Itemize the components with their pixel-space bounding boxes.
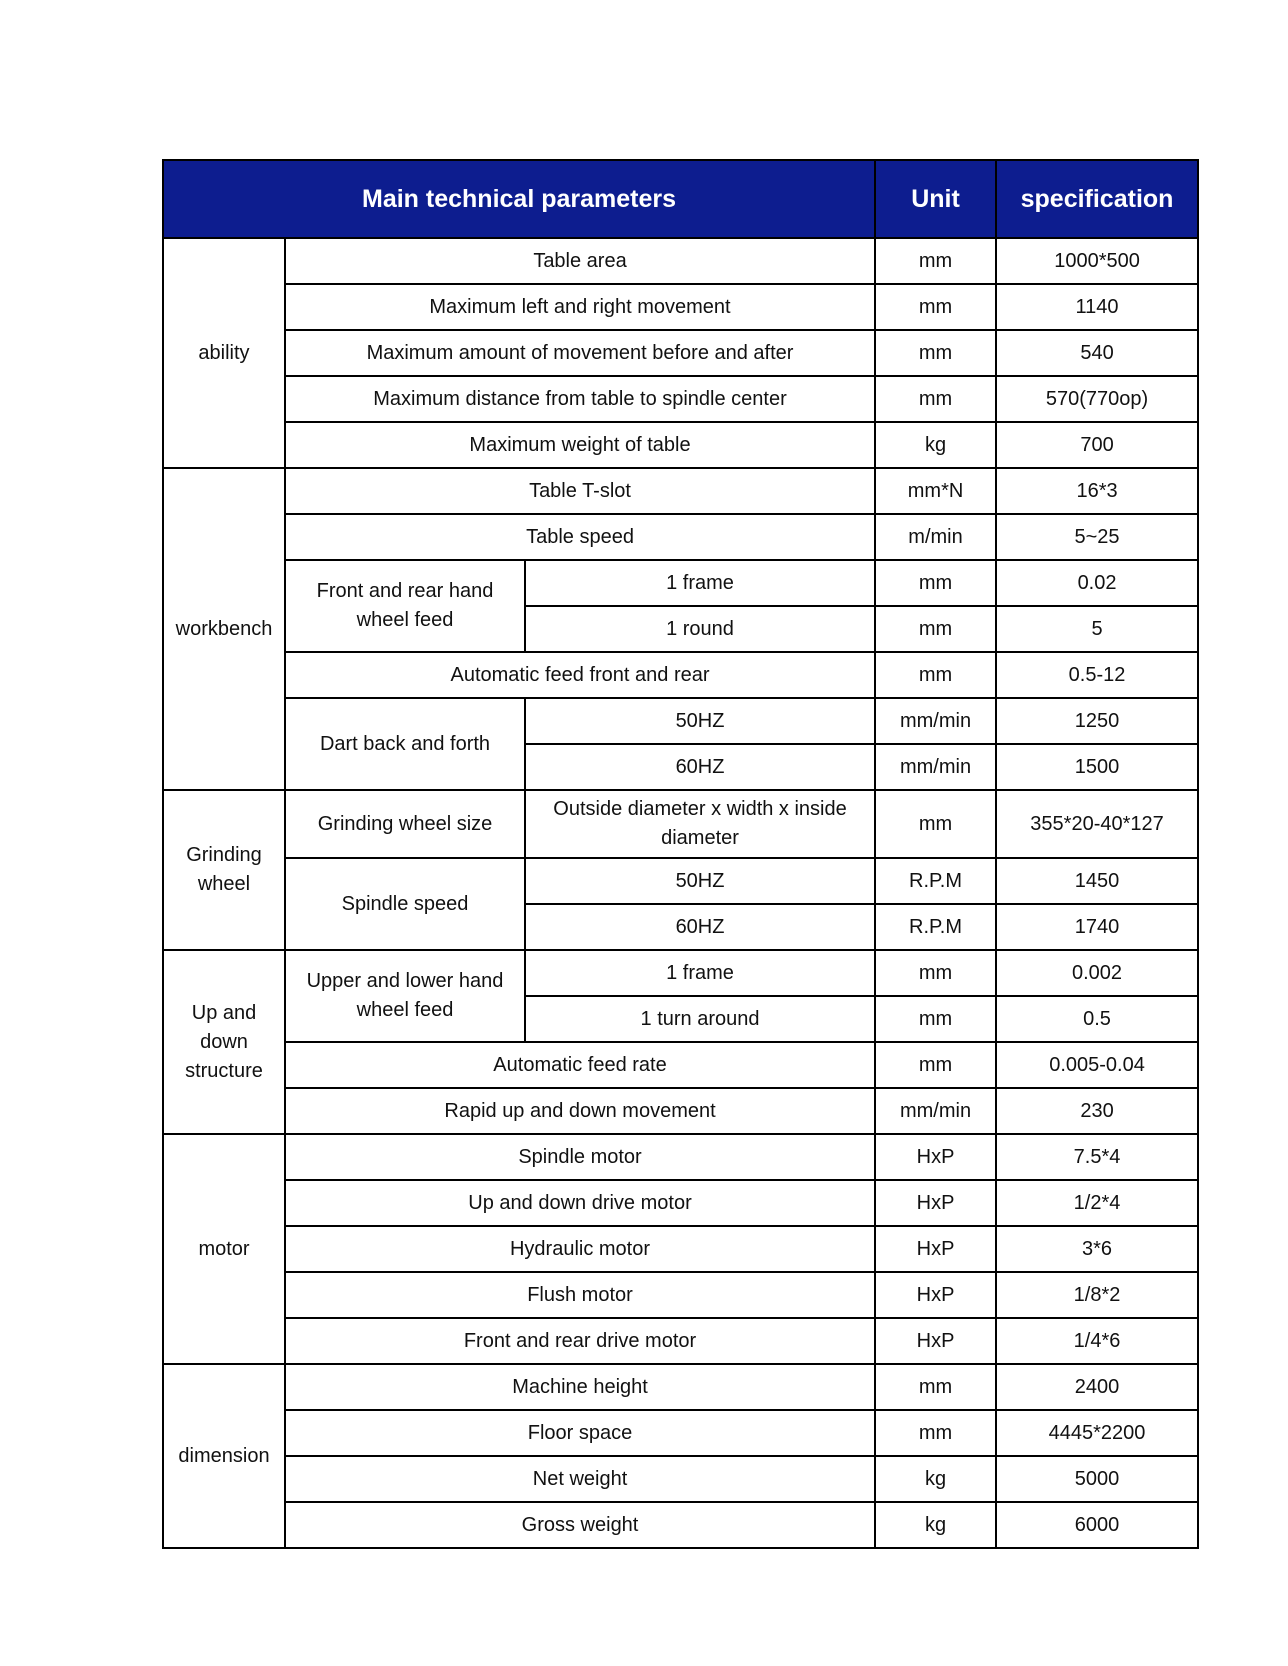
param-cell: Table area — [285, 238, 875, 284]
header-row — [163, 160, 1198, 238]
unit-cell: kg — [875, 422, 996, 468]
spec-cell: 0.5 — [996, 996, 1198, 1042]
unit-cell: mm — [875, 950, 996, 996]
unit-cell: mm — [875, 996, 996, 1042]
param-cell: Floor space — [285, 1410, 875, 1456]
header-parameters: Main technical parameters — [163, 160, 875, 238]
spec-cell: 355*20-40*127 — [996, 790, 1198, 858]
group-grinding-wheel: Grinding wheel — [163, 790, 285, 950]
sub-param-cell: Outside diameter x width x inside diameter — [525, 790, 875, 858]
sub-param-cell: 1 frame — [525, 560, 875, 606]
unit-cell: HxP — [875, 1272, 996, 1318]
spec-cell: 5000 — [996, 1456, 1198, 1502]
unit-cell: mm/min — [875, 744, 996, 790]
param-cell: Maximum distance from table to spindle center — [285, 376, 875, 422]
table-row — [163, 652, 1198, 698]
table-row — [163, 1318, 1198, 1364]
unit-cell: mm — [875, 1410, 996, 1456]
unit-cell: mm — [875, 606, 996, 652]
table-row — [163, 1180, 1198, 1226]
sub-param-cell: 60HZ — [525, 744, 875, 790]
spec-cell: 7.5*4 — [996, 1134, 1198, 1180]
unit-cell: mm — [875, 560, 996, 606]
spec-cell: 1/4*6 — [996, 1318, 1198, 1364]
table-row — [163, 468, 1198, 514]
table-row — [163, 1502, 1198, 1548]
sub-param-cell: 60HZ — [525, 904, 875, 950]
table-row — [163, 560, 1198, 606]
unit-cell: HxP — [875, 1318, 996, 1364]
param-cell: Automatic feed rate — [285, 1042, 875, 1088]
group-ability: ability — [163, 238, 285, 468]
spec-cell: 1450 — [996, 858, 1198, 904]
unit-cell: mm/min — [875, 698, 996, 744]
spec-cell: 5 — [996, 606, 1198, 652]
unit-cell: kg — [875, 1456, 996, 1502]
param-cell: Maximum amount of movement before and after — [285, 330, 875, 376]
spec-cell: 1140 — [996, 284, 1198, 330]
table-row — [163, 330, 1198, 376]
spec-cell: 1/8*2 — [996, 1272, 1198, 1318]
spec-cell: 1500 — [996, 744, 1198, 790]
header-specification: specification — [996, 160, 1198, 238]
param-cell: Flush motor — [285, 1272, 875, 1318]
unit-cell: HxP — [875, 1180, 996, 1226]
param-cell: Upper and lower hand wheel feed — [285, 950, 525, 1042]
unit-cell: mm — [875, 1364, 996, 1410]
param-cell: Grinding wheel size — [285, 790, 525, 858]
unit-cell: mm — [875, 238, 996, 284]
param-cell: Front and rear drive motor — [285, 1318, 875, 1364]
table-row — [163, 1226, 1198, 1272]
sub-param-cell: 1 turn around — [525, 996, 875, 1042]
table-row — [163, 514, 1198, 560]
table-row — [163, 284, 1198, 330]
spec-cell: 1740 — [996, 904, 1198, 950]
unit-cell: mm*N — [875, 468, 996, 514]
param-cell: Gross weight — [285, 1502, 875, 1548]
unit-cell: R.P.M — [875, 858, 996, 904]
spec-cell: 230 — [996, 1088, 1198, 1134]
table-row — [163, 1134, 1198, 1180]
technical-parameters-table — [162, 159, 1199, 1549]
spec-cell: 2400 — [996, 1364, 1198, 1410]
table-row — [163, 698, 1198, 744]
sub-param-cell: 1 round — [525, 606, 875, 652]
spec-cell: 0.5-12 — [996, 652, 1198, 698]
table-row — [163, 1364, 1198, 1410]
param-cell: Table T-slot — [285, 468, 875, 514]
group-motor: motor — [163, 1134, 285, 1364]
sub-param-cell: 50HZ — [525, 858, 875, 904]
param-cell: Spindle speed — [285, 858, 525, 950]
unit-cell: mm — [875, 284, 996, 330]
spec-cell: 1000*500 — [996, 238, 1198, 284]
spec-cell: 3*6 — [996, 1226, 1198, 1272]
table-row — [163, 790, 1198, 858]
spec-cell: 540 — [996, 330, 1198, 376]
spec-cell: 1250 — [996, 698, 1198, 744]
unit-cell: mm — [875, 652, 996, 698]
param-cell: Machine height — [285, 1364, 875, 1410]
table-row — [163, 858, 1198, 904]
spec-cell: 0.002 — [996, 950, 1198, 996]
unit-cell: HxP — [875, 1226, 996, 1272]
spec-cell: 0.005-0.04 — [996, 1042, 1198, 1088]
sub-param-cell: 1 frame — [525, 950, 875, 996]
spec-cell: 700 — [996, 422, 1198, 468]
spec-cell: 4445*2200 — [996, 1410, 1198, 1456]
spec-cell: 1/2*4 — [996, 1180, 1198, 1226]
sub-param-cell: 50HZ — [525, 698, 875, 744]
spec-cell: 16*3 — [996, 468, 1198, 514]
table-row — [163, 1410, 1198, 1456]
table-row — [163, 422, 1198, 468]
unit-cell: m/min — [875, 514, 996, 560]
param-cell: Dart back and forth — [285, 698, 525, 790]
table-row — [163, 1042, 1198, 1088]
group-up-down-structure: Up and down structure — [163, 950, 285, 1134]
spec-cell: 0.02 — [996, 560, 1198, 606]
unit-cell: mm — [875, 790, 996, 858]
param-cell: Rapid up and down movement — [285, 1088, 875, 1134]
group-dimension: dimension — [163, 1364, 285, 1548]
param-cell: Table speed — [285, 514, 875, 560]
param-cell: Maximum weight of table — [285, 422, 875, 468]
param-cell: Net weight — [285, 1456, 875, 1502]
unit-cell: mm — [875, 1042, 996, 1088]
param-cell: Up and down drive motor — [285, 1180, 875, 1226]
unit-cell: mm — [875, 330, 996, 376]
unit-cell: kg — [875, 1502, 996, 1548]
table-row — [163, 1272, 1198, 1318]
param-cell: Hydraulic motor — [285, 1226, 875, 1272]
header-unit: Unit — [875, 160, 996, 238]
unit-cell: HxP — [875, 1134, 996, 1180]
param-cell: Maximum left and right movement — [285, 284, 875, 330]
spec-cell: 5~25 — [996, 514, 1198, 560]
table-row — [163, 1088, 1198, 1134]
table-row — [163, 238, 1198, 284]
group-workbench: workbench — [163, 468, 285, 790]
table-row — [163, 950, 1198, 996]
param-cell: Spindle motor — [285, 1134, 875, 1180]
param-cell: Front and rear hand wheel feed — [285, 560, 525, 652]
unit-cell: mm — [875, 376, 996, 422]
spec-cell: 6000 — [996, 1502, 1198, 1548]
spec-cell: 570(770op) — [996, 376, 1198, 422]
table-row — [163, 1456, 1198, 1502]
param-cell: Automatic feed front and rear — [285, 652, 875, 698]
table-row — [163, 376, 1198, 422]
unit-cell: R.P.M — [875, 904, 996, 950]
unit-cell: mm/min — [875, 1088, 996, 1134]
